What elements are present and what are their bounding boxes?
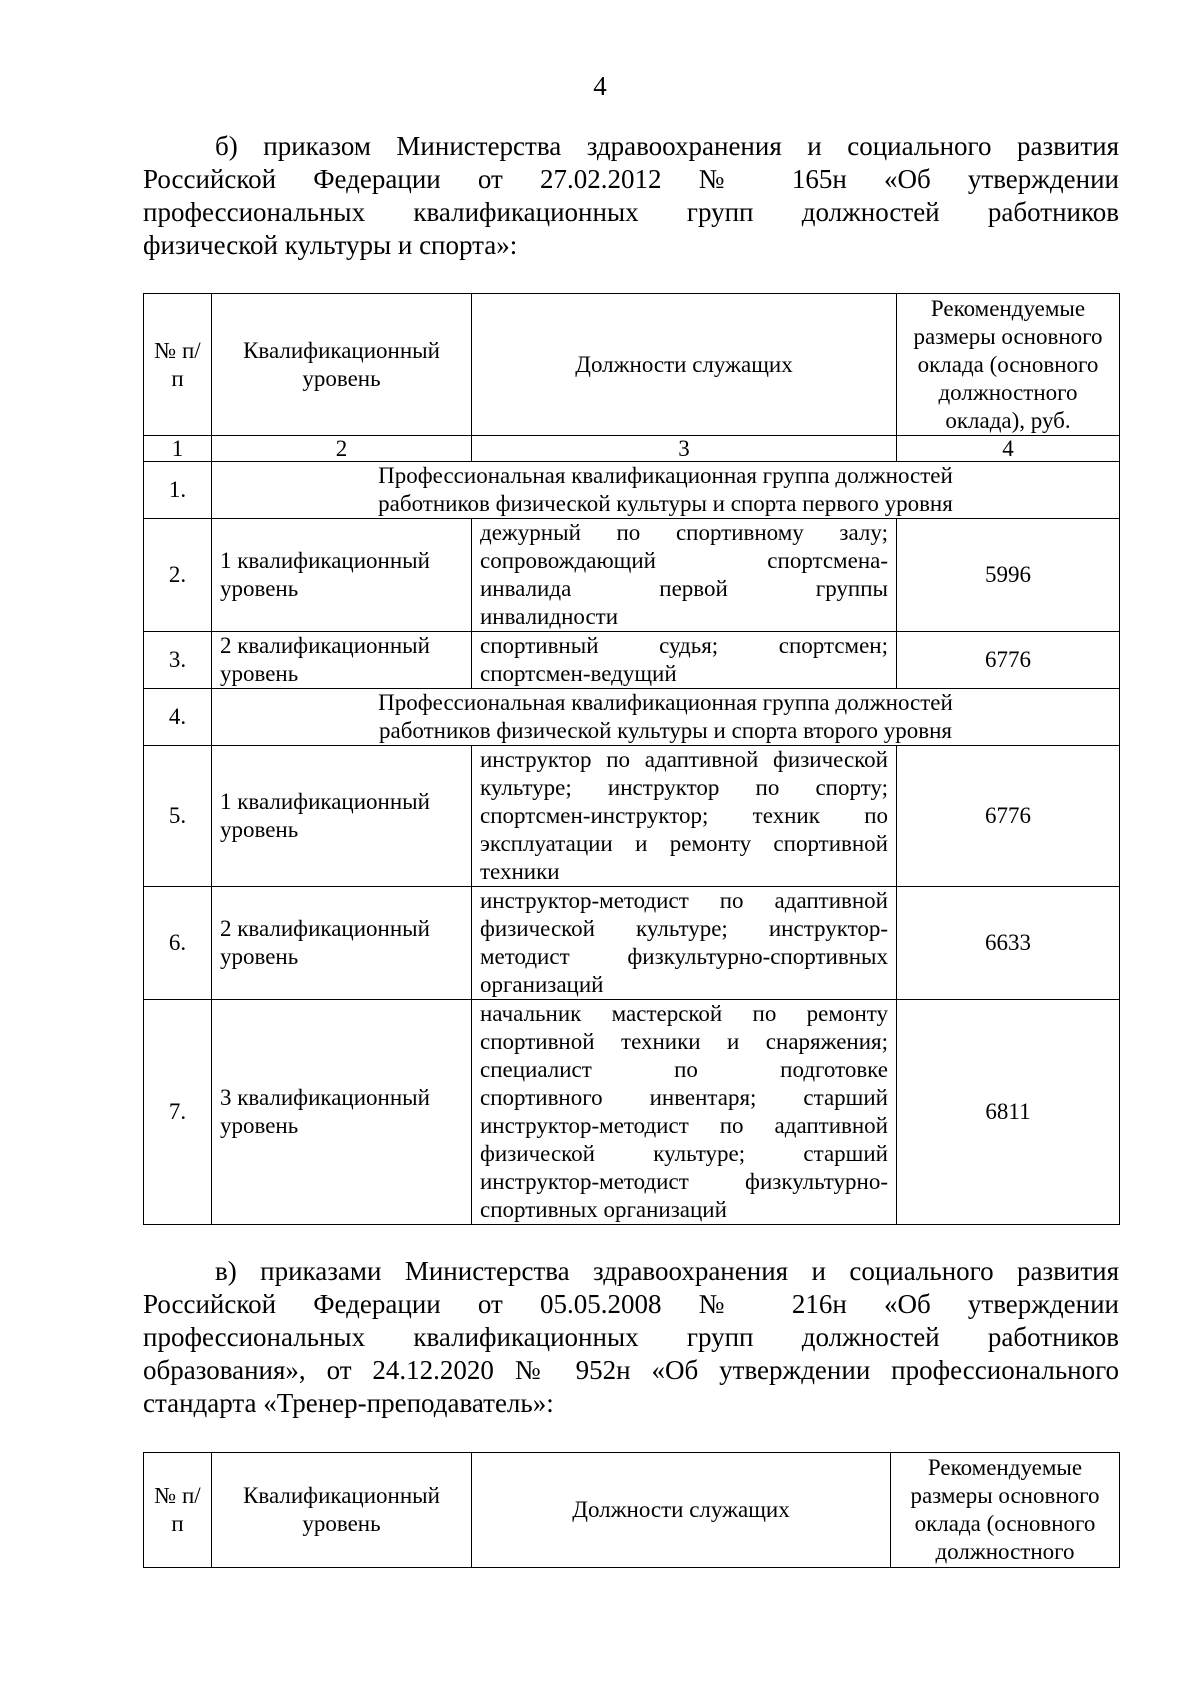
position-line: инструктор по адаптивной физической [480,747,888,772]
positions-table-2 [143,1452,1120,1568]
group-title-line: работников физической культуры и спорта второго уровня [379,718,952,743]
group-title-line: Профессиональная квалификационная группа должностей [378,690,953,715]
table-row [144,689,1120,746]
paragraph-v-line: образования», от 24.12.2020 № 952н «Об утверждении профессионального [143,1355,1119,1385]
row-level: 1 квалификационный уровень [212,519,472,632]
row-positions [472,1000,897,1225]
header-salary-line: оклада (основного [917,351,1099,377]
header-positions: Должности служащих [472,1453,891,1568]
column-number: 4 [897,436,1120,462]
position-line: культуре; инструктор по спорту; [480,775,888,800]
header-salary-line: оклада (основного [914,1511,1096,1536]
position-line: инвалида первой группы [480,576,888,601]
table-row [144,632,1120,689]
row-num: 4. [144,689,212,746]
header-salary-line: оклада), руб. [945,407,1071,433]
position-line: эксплуатации и ремонту спортивной [480,831,888,856]
row-num: 1. [144,462,212,519]
position-line: инструктор-методист по адаптивной [480,888,888,913]
header-salary-line: Рекомендуемые [930,295,1086,321]
group-title [212,689,1120,746]
group-title [212,462,1120,519]
position-line: спортсмен-инструктор; техник по [480,803,888,828]
position-line: сопровождающий спортсмена- [480,548,888,573]
header-salary-line: должностного [938,379,1078,405]
header-num: № п/п [144,294,212,436]
header-salary-line: размеры основного [913,323,1103,349]
paragraph-b-line: физической культуры и спорта»: [143,230,518,260]
row-positions [472,746,897,887]
column-numbers-row [144,436,1120,462]
row-num: 7. [144,1000,212,1225]
table-header-row [144,1453,1120,1568]
row-num: 3. [144,632,212,689]
header-salary [891,1453,1120,1568]
table-row [144,462,1120,519]
header-num: № п/п [144,1453,212,1568]
row-level: 1 квалификационный уровень [212,746,472,887]
position-line: спортсмен-ведущий [480,661,677,686]
position-line: инструктор-методист по адаптивной [480,1113,888,1138]
row-positions [472,632,897,689]
table-row [144,887,1120,1000]
paragraph-b-line: Российской Федерации от 27.02.2012 № 165н «Об утверждении [143,164,1119,194]
row-num: 6. [144,887,212,1000]
row-salary: 6811 [897,1000,1120,1225]
table-row [144,519,1120,632]
position-line: техники [480,859,560,884]
row-salary: 6776 [897,632,1120,689]
table-row [144,746,1120,887]
position-line: спортивной техники и снаряжения; [480,1029,888,1054]
paragraph-v-line: стандарта «Тренер-преподаватель»: [143,1388,554,1418]
header-salary-line: должностного [935,1539,1075,1564]
paragraph-v-line: Российской Федерации от 05.05.2008 № 216н «Об утверждении [143,1289,1119,1319]
paragraph-v [143,1255,1119,1420]
header-level: Квалификационный уровень [212,1453,472,1568]
table-row [144,1000,1120,1225]
paragraph-b-line: профессиональных квалификационных групп должностей работников [143,197,1119,227]
paragraph-v-line: в) приказами Министерства здравоохранения и социального развития [215,1256,1119,1286]
position-line: инвалидности [480,604,619,629]
row-level: 2 квалификационный уровень [212,632,472,689]
row-salary: 5996 [897,519,1120,632]
paragraph-b-line: б) приказом Министерства здравоохранения и социального развития [215,131,1119,161]
position-line: специалист по подготовке [480,1057,888,1082]
position-line: физической культуре; старший [480,1141,888,1166]
position-line: дежурный по спортивному залу; [480,520,888,545]
column-number: 3 [472,436,897,462]
position-line: спортивных организаций [480,1197,727,1222]
position-line: начальник мастерской по ремонту [480,1001,888,1026]
row-positions [472,887,897,1000]
position-line: инструктор-методист физкультурно- [480,1169,888,1194]
row-num: 5. [144,746,212,887]
row-salary: 6776 [897,746,1120,887]
row-level: 2 квалификационный уровень [212,887,472,1000]
row-salary: 6633 [897,887,1120,1000]
position-line: спортивный судья; спортсмен; [480,633,888,658]
positions-table-1 [143,293,1120,1225]
position-line: физической культуре; инструктор- [480,916,888,941]
paragraph-b [143,130,1119,262]
position-line: спортивного инвентаря; старший [480,1085,888,1110]
column-number: 2 [212,436,472,462]
paragraph-v-line: профессиональных квалификационных групп должностей работников [143,1322,1119,1352]
header-salary-line: размеры основного [910,1483,1100,1508]
header-salary-line: Рекомендуемые [927,1455,1083,1480]
group-title-line: Профессиональная квалификационная группа должностей [378,463,953,488]
row-num: 2. [144,519,212,632]
header-positions: Должности служащих [472,294,897,436]
row-level: 3 квалификационный уровень [212,1000,472,1225]
group-title-line: работников физической культуры и спорта первого уровня [378,491,953,516]
header-level: Квалификационный уровень [212,294,472,436]
position-line: организаций [480,972,604,997]
column-number: 1 [144,436,212,462]
page-number: 4 [593,71,607,101]
header-salary [897,294,1120,436]
table-header-row [144,294,1120,436]
row-positions [472,519,897,632]
position-line: методист физкультурно-спортивных [480,944,888,969]
